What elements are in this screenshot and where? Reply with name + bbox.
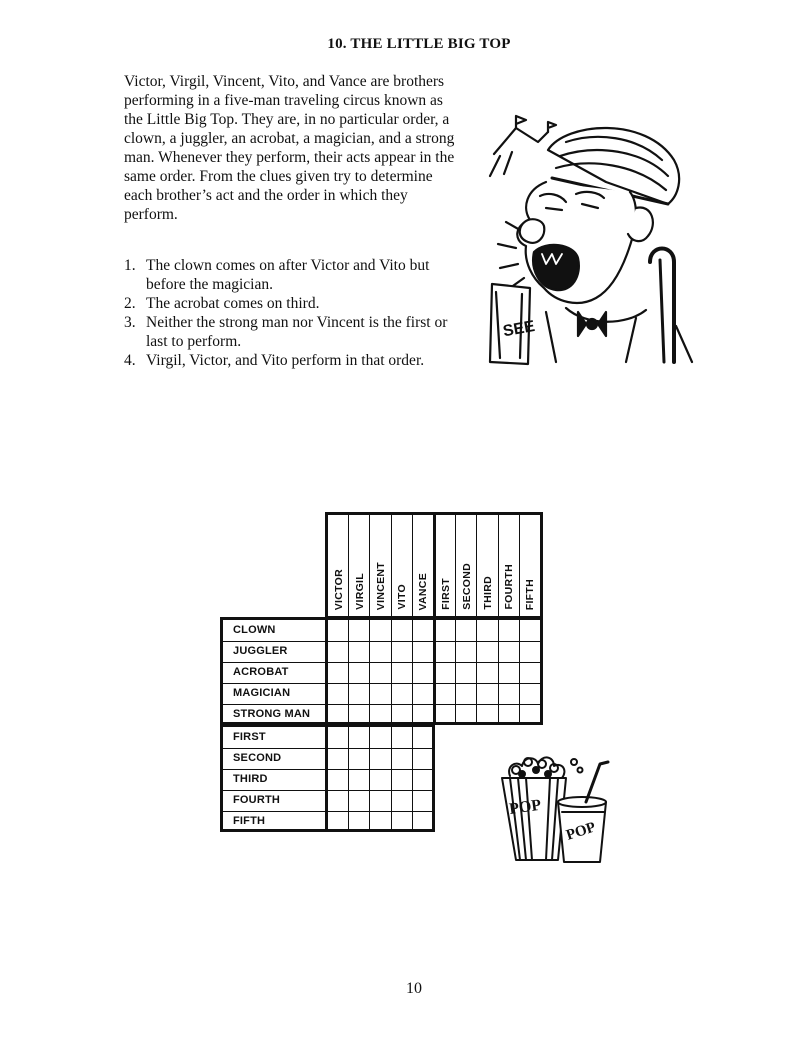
row-label-second: SECOND [233,752,282,764]
column-label-victor: VICTOR [332,568,345,610]
column-label-third: THIRD [481,576,494,610]
puzzle-title: 10. THE LITTLE BIG TOP [327,36,511,52]
sign-text: SEE [501,317,537,341]
row-label-magician: MAGICIAN [233,687,291,699]
row-label-first: FIRST [233,731,266,743]
row-label-strong-man: STRONG MAN [233,708,311,720]
row-label-acrobat: ACROBAT [233,666,289,678]
page-number: 10 [406,980,422,997]
column-label-second: SECOND [460,563,473,610]
column-label-first: FIRST [439,578,452,610]
cell-grid-acts[interactable] [325,617,543,725]
cup-text: POP [564,819,598,844]
clue-item: 4. Virgil, Victor, and Vito perform in that order. [124,352,425,369]
row-label-fourth: FOURTH [233,794,281,806]
column-label-vito: VITO [395,584,408,610]
intro-paragraph: Victor, Virgil, Vincent, Vito, and Vance are brothers performing in a five-man traveling circus known as the Little Big Top. They are, in no particular order, a clown, a juggler, an acrobat, a magician, and a strong man. Whenever they perform, their acts appear in the same order. From the clues given try to determine each brother’s act and the order in which they perform. [124,73,455,223]
column-label-vance: VANCE [416,572,429,610]
row-label-clown: CLOWN [233,624,276,636]
circus-barker-illustration [486,112,696,370]
clue-list [124,256,460,370]
row-header-box-order [220,724,328,832]
popcorn-box-text: POP [508,796,543,818]
clue-item: 2. The acrobat comes on third. [124,295,320,312]
column-label-fourth: FOURTH [502,564,515,610]
column-label-vincent: VINCENT [374,561,387,610]
column-header-box [325,512,543,619]
clue-item: 3. Neither the strong man nor Vincent is the first or last to perform. [124,314,448,350]
clue-item: 1. The clown comes on after Victor and Vito but before the magician. [124,257,430,293]
row-header-box-acts [220,617,328,725]
row-label-fifth: FIFTH [233,815,266,827]
column-label-fifth: FIFTH [523,578,536,610]
column-label-virgil: VIRGIL [353,573,366,610]
popcorn-soda-illustration [496,748,620,868]
row-label-third: THIRD [233,773,268,785]
cell-grid-order[interactable] [325,724,435,832]
row-label-juggler: JUGGLER [233,645,288,657]
